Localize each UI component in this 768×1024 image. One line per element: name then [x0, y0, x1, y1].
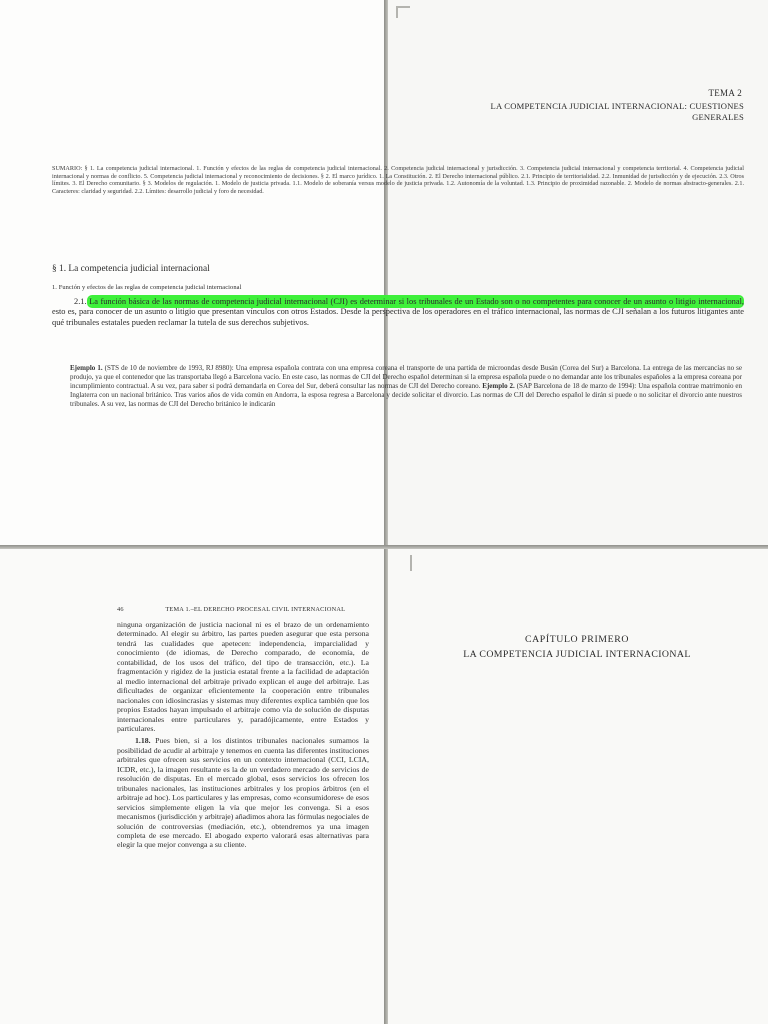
- paragraph-1-18: [117, 736, 369, 849]
- page-fold-mark: [410, 555, 412, 571]
- body-text: [117, 620, 369, 850]
- chapter-label: CAPÍTULO PRIMERO: [524, 634, 630, 645]
- paragraph-2-1: [52, 297, 744, 328]
- ejemplo-2-label: Ejemplo 2.: [482, 382, 515, 391]
- page-number: 46: [117, 606, 124, 613]
- chapter-title-line2: GENERALES: [692, 112, 744, 122]
- vertical-gutter: [384, 0, 388, 1024]
- paragraph-text: , esto es, para conocer de un asunto o litigio que presentan vínculos con otros Estados. Desde la perspectiva de los operadores en el tráfico internacional, las normas de CJI señalan a los futuros litigantes ante qué tribunales estatales pueden reclamar la tutela de sus derechos subjetivos.: [52, 297, 744, 327]
- sumario-text: SUMARIO: § 1. La competencia judicial internacional. 1. Función y efectos de las reglas de competencia judicial internacional. 2. Competencia judicial internacional y jurisdicción. 3. Competencia judicial internacional y competencia territorial. 4. Competencia judicial internacional y normas de conflicto. 5. Competencia judicial internacional y reconocimiento de decisiones. § 2. El marco jurídico. 1. La Constitución. 2. El Derecho internacional público. 2.1. Principio de territorialidad. 2.2. Inmunidad de jurisdicción y de ejecución. 2.3. Otros límites. 3. El Derecho comunitario. § 3. Modelos de regulación. 1. Modelo de justicia privada. 1.1. Modelo de soberanía versus modelo de justicia privada. 1.2. Autonomía de la voluntad. 1.3. Principio de proximidad razonable. 2. Modelo de normas abstracto-generales. 2.1. Caracteres: claridad y seguridad. 2.2. Límites: desarrollo judicial y foro de necesidad.: [52, 165, 744, 195]
- running-head: TEMA 1.–EL DERECHO PROCESAL CIVIL INTERNACIONAL: [165, 606, 346, 613]
- paragraph-number: 1.18.: [135, 736, 151, 746]
- paragraph: ninguna organización de justicia nacional ni es el brazo de un ordenamiento determinado. Al elegir su árbitro, las partes pueden asegurar que esta persona tendrá las cualidades que apetecen: independencia, imparcialidad y conocimiento (de idiomas, de Derecho comparado, de economía, de contabilidad, de los usos del tráfico, del tipo de transacción, etc.). La fragmentación y rigidez de la justicia estatal frente a la facilidad de adaptación al medio internacional del arbitraje privado explican el auge del arbitraje. Las dificultades de organizar eficientemente la cooperación entre tribunales nacionales con idiosincrasias y sistemas muy diferentes explica también que los propios Estados hayan impulsado el arbitraje como vía de solución de disputas internacionales entre particulares y, paradójicamente, entre Estados y particulares.: [117, 620, 369, 733]
- page-top-right: [388, 0, 768, 545]
- section-heading: § 1. La competencia judicial internacional: [52, 264, 210, 274]
- paragraph-text: Pues bien, si a los distintos tribunales nacionales sumamos la posibilidad de acudir al arbitraje y tenemos en cuenta las diferentes instituciones arbitrales que ofrecen sus servicios en un contexto internacional (CCI, LCIA, ICDR, etc.), la imagen resultante es la de un verdadero mercado de servicios de resolución de disputas. En el mercado global, esos servicios los ofrecen los tribunales nacionales, las instituciones arbitrales y los propios árbitros (en el arbitraje ad hoc). Los particulares y las empresas, como «consumidores» de esos servicios simplemente eligen la vía que mejor les convenga. Si a esos mecanismos (jurisdicción y arbitraje) añadimos ahora las fórmulas negociales de solución de controversias (mediación, etc.), obtendremos ya una imagen completa de ese mercado. El abogado experto valorará esas alternativas para elegir la que mejor convenga a su cliente.: [117, 736, 369, 850]
- examples-block: [70, 364, 742, 409]
- chapter-title: [60, 101, 744, 123]
- horizontal-gutter: [0, 545, 768, 549]
- ejemplo-2-text: (SAP Barcelona de 18 de marzo de 1994): Una española contrae matrimonio en Inglaterra con un nacional británico. Tras varios años de vida común en Andorra, la esposa regresa a Barcelona y decide solicitar el divorcio. Las normas de CJI del Derecho español le dirán si puede o no solicitar el divorcio ante nuestros tribunales. A su vez, las normas de CJI del Derecho británico le indicarán: [70, 382, 743, 409]
- highlighted-text: La función básica de las normas de competencia judicial internacional (CJI) es determinar si los tribunales de un Estado son o no competentes para conocer de un asunto o litigio internacional: [89, 297, 742, 306]
- chapter-title-line1: LA COMPETENCIA JUDICIAL INTERNACIONAL: CUESTIONES: [490, 101, 744, 111]
- ejemplo-1-text: (STS de 10 de noviembre de 1993, RJ 8980): Una empresa española contrata con una empresa coreana el transporte de una partida de microondas desde Busán (Corea del Sur) a Barcelona. La entrega de las mercancías no se produjo, ya que el contenedor que las transportaba llegó a Barcelona vacío. En este caso, las normas de CJI del Derecho español determinan si la empresa española puede o no demandar ante los tribunales españoles a la empresa coreana por incumplimiento contractual. A su vez, para saber si podrá demandarla en Corea del Sur, deberá consultar las normas de CJI del Derecho coreano.: [70, 364, 743, 391]
- subsection-heading: 1. Función y efectos de las reglas de competencia judicial internacional: [52, 284, 242, 291]
- running-header: [117, 606, 345, 613]
- page-fold-mark-vertical: [396, 6, 398, 18]
- ejemplo-1-label: Ejemplo 1.: [70, 364, 103, 372]
- page-fold-mark: [396, 6, 410, 8]
- page-bottom-right: [388, 549, 768, 1024]
- chapter-name: LA COMPETENCIA JUDICIAL INTERNACIONAL: [463, 649, 691, 660]
- tema-label: TEMA 2: [708, 88, 742, 98]
- paragraph-number: 2.1.: [74, 297, 87, 306]
